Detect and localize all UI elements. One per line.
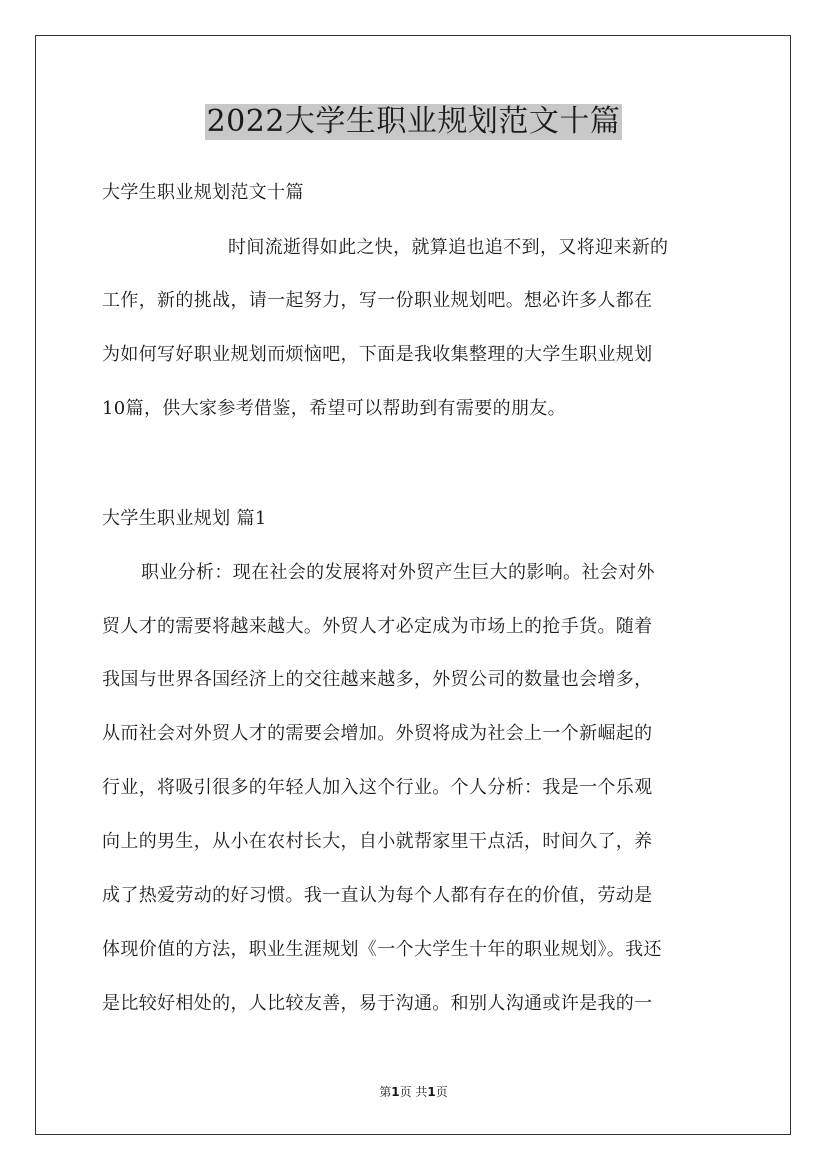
intro-line-1: 时间流逝得如此之快，就算追也追不到，又将迎来新的 bbox=[228, 237, 669, 258]
document-title: 2022大学生职业规划范文十篇 bbox=[206, 104, 621, 139]
footer-suffix: 页 bbox=[435, 1085, 448, 1099]
footer-mid: 页 共 bbox=[399, 1085, 428, 1099]
section-line-9: 是比较好相处的，人比较友善，易于沟通。和别人沟通或许是我的一 bbox=[102, 993, 653, 1014]
section-line-6: 向上的男生，从小在农村长大，自小就帮家里干点活，时间久了，养 bbox=[102, 831, 653, 852]
page-footer bbox=[0, 1085, 827, 1099]
footer-page-total: 1 bbox=[427, 1085, 436, 1099]
footer-prefix: 第 bbox=[379, 1085, 392, 1099]
section-heading: 大学生职业规划 篇1 bbox=[102, 508, 267, 529]
section-line-8: 体现价值的方法，职业生涯规划《一个大学生十年的职业规划》。我还 bbox=[102, 939, 662, 960]
section-line-2: 贸人才的需要将越来越大。外贸人才必定成为市场上的抢手货。随着 bbox=[102, 616, 653, 637]
subtitle: 大学生职业规划范文十篇 bbox=[102, 182, 304, 203]
intro-line-4: 10篇，供大家参考借鉴，希望可以帮助到有需要的朋友。 bbox=[102, 398, 567, 419]
title-container bbox=[0, 104, 827, 140]
section-line-1: 职业分析：现在社会的发展将对外贸产生巨大的影响。社会对外 bbox=[141, 562, 655, 583]
intro-line-2: 工作，新的挑战，请一起努力，写一份职业规划吧。想必许多人都在 bbox=[102, 290, 653, 311]
section-line-7: 成了热爱劳动的好习惯。我一直认为每个人都有存在的价值，劳动是 bbox=[102, 885, 653, 906]
intro-line-3: 为如何写好职业规划而烦恼吧，下面是我收集整理的大学生职业规划 bbox=[102, 344, 653, 365]
section-line-3: 我国与世界各国经济上的交往越来越多，外贸公司的数量也会增多， bbox=[102, 669, 653, 690]
footer-page-current: 1 bbox=[391, 1085, 400, 1099]
section-line-4: 从而社会对外贸人才的需要会增加。外贸将成为社会上一个新崛起的 bbox=[102, 723, 653, 744]
section-line-5: 行业，将吸引很多的年轻人加入这个行业。个人分析：我是一个乐观 bbox=[102, 777, 653, 798]
